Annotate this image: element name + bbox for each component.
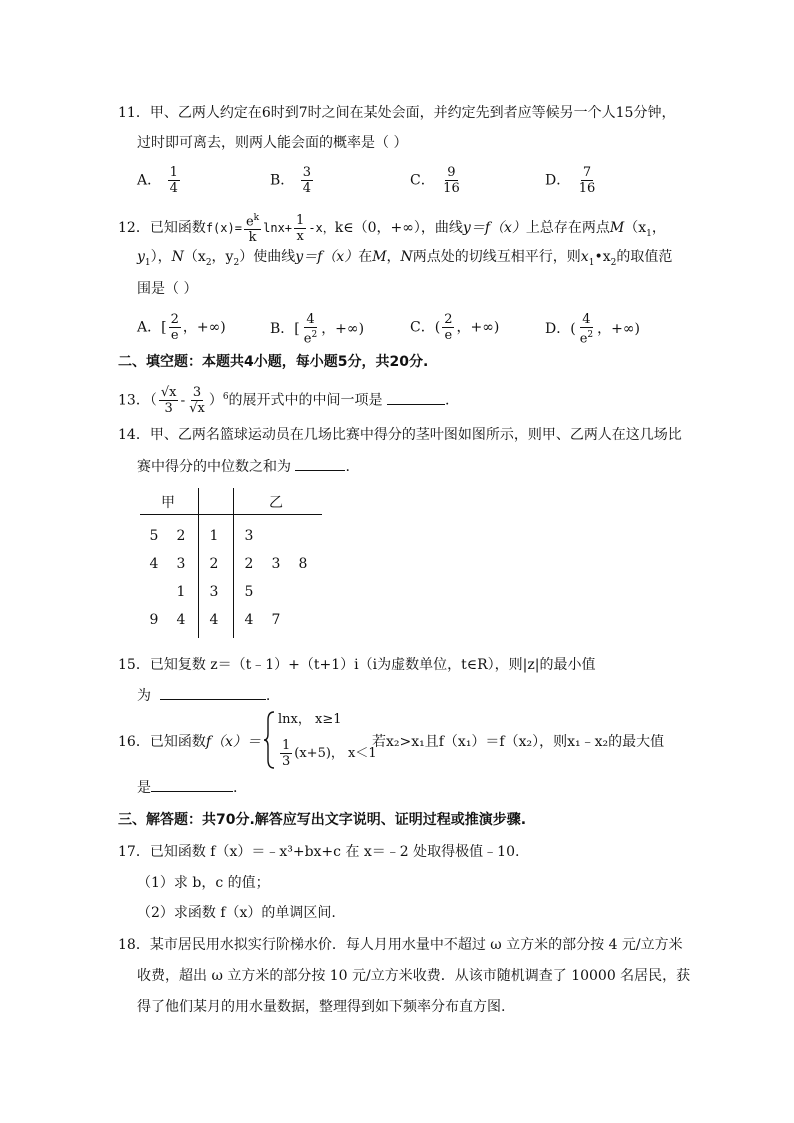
text: 是 [137, 780, 151, 796]
denominator: e [170, 328, 179, 343]
point-m: M [372, 249, 387, 265]
fraction [244, 211, 261, 245]
numerator: 3 [192, 385, 202, 400]
q18-line1: 18．某市居民用水拟实行阶梯水价．每人月用水量中不超过 ω 立方米的部分按 4 元/立方米 [118, 937, 683, 953]
text: 12．已知函数 [118, 220, 206, 237]
point-n: N [400, 249, 413, 265]
numerator: 9 [447, 165, 456, 180]
q16-case1: lnx， x≥1 [278, 712, 342, 727]
text: k∈（0，+∞），曲线 [334, 220, 463, 237]
superscript: 2 [311, 330, 318, 340]
fraction [442, 312, 454, 343]
option-label: B． [270, 172, 295, 189]
numerator: 4 [306, 312, 315, 327]
numerator: √x [160, 385, 177, 400]
text: -x， [308, 221, 335, 236]
leaf-right: 5 [244, 584, 254, 600]
answer-blank[interactable] [160, 685, 266, 700]
q12-line2 [137, 247, 672, 273]
q15-line2 [137, 685, 270, 706]
text: 16．已知函数 [118, 734, 206, 750]
text: e [303, 331, 312, 347]
text: e [579, 331, 588, 347]
denominator: k [248, 230, 257, 246]
fraction [169, 312, 181, 343]
stem-value: 4 [209, 612, 219, 628]
header-right: 乙 [269, 495, 283, 511]
text: ）使曲线 [239, 249, 296, 265]
denominator [302, 328, 319, 346]
leaf-left: 9 [149, 612, 159, 628]
subscript: 1 [646, 228, 652, 239]
numerator: 1 [282, 738, 291, 753]
fraction [294, 213, 306, 244]
superscript: k [253, 213, 260, 223]
denominator: 16 [578, 181, 596, 196]
q15-line1: 15．已知复数 z＝（t﹣1）+（t+1）i（i为虚数单位，t∈R），则|z|的最小值 [118, 657, 596, 673]
text: 为 [137, 688, 151, 704]
q12-line3: 围是（ ） [137, 281, 198, 297]
q14-line2 [137, 456, 350, 477]
text: f(x)= [205, 221, 242, 236]
text: •x [594, 249, 611, 265]
denominator: x [296, 228, 304, 244]
q18-line2: 收费，超出 ω 立方米的部分按 10 元/立方米收费．从该市随机调查了 10000 名居民，获 [137, 968, 691, 984]
q16-line2 [137, 777, 237, 798]
numerator: 2 [170, 312, 179, 327]
text: ） [208, 392, 223, 409]
text: 两点处的切线互相平行，则 [412, 249, 581, 265]
answer-blank[interactable] [295, 456, 345, 471]
numerator: 3 [302, 165, 312, 180]
text: ，y [211, 249, 234, 265]
text: x [580, 249, 589, 265]
q14-line1: 14．甲、乙两名篮球运动员在几场比赛中得分的茎叶图如图所示，则甲、乙两人在这几场比 [118, 427, 682, 443]
denominator: 4 [169, 181, 178, 196]
denominator: √x [189, 401, 205, 416]
numerator: 4 [582, 312, 591, 327]
text: 赛中得分的中位数之和为 [137, 459, 291, 475]
stem-value: 1 [209, 528, 219, 544]
fraction [168, 165, 180, 196]
stem-value: 2 [209, 556, 219, 572]
text: ，+∞) [456, 319, 500, 336]
q11-line2: 过时即可离去，则两人能会面的概率是（ ） [137, 135, 408, 151]
answer-blank[interactable] [151, 777, 233, 792]
subscript: 2 [233, 257, 240, 268]
option-label: D．( [545, 321, 576, 338]
text: ， [386, 249, 401, 265]
subscript: 2 [610, 257, 617, 268]
leaf-right: 8 [298, 556, 308, 572]
q11-option-a [137, 165, 182, 196]
text: 的取值范 [616, 249, 673, 265]
q12-option-a [137, 312, 226, 343]
numerator [244, 211, 261, 230]
leaf-right: 3 [244, 528, 254, 544]
header-left: 甲 [161, 495, 175, 511]
section-heading-answers: 三、解答题：共70分.解答应写出文字说明、证明过程或推演步骤. [118, 812, 527, 828]
text: y [137, 249, 145, 265]
text: 在 [358, 249, 373, 265]
curve: y＝f（x） [462, 220, 526, 237]
subscript: 1 [144, 257, 151, 268]
leaf-right: 7 [271, 612, 281, 628]
fraction [280, 738, 292, 769]
leaf-left: 3 [176, 556, 186, 572]
subscript: 2 [205, 257, 212, 268]
q11-line1: 11．甲、乙两人约定在6时到7时之间在某处会面，并约定先到者应等候另一个人15分钟， [118, 105, 676, 121]
denominator: 16 [443, 181, 460, 196]
subscript: 1 [588, 257, 595, 268]
numerator: 2 [444, 312, 453, 327]
text: ）， [150, 249, 172, 265]
text: （x [183, 249, 206, 265]
fraction [159, 385, 179, 416]
denominator [578, 328, 595, 346]
text: 的展开式中的中间一项是 [228, 392, 383, 409]
q12-line1 [118, 211, 666, 245]
numerator: 7 [582, 165, 592, 180]
leaf-right: 4 [244, 612, 254, 628]
denominator: e [444, 328, 453, 343]
text: 上总存在两点 [525, 220, 610, 237]
leaf-left: 2 [176, 528, 186, 544]
text: . [445, 392, 450, 409]
fraction [302, 312, 319, 346]
superscript: 2 [587, 330, 594, 340]
leaf-left: 1 [176, 584, 186, 600]
q16-case2 [278, 738, 377, 769]
brace-icon [262, 710, 276, 770]
text: f（x）＝ [205, 734, 261, 750]
fraction [441, 165, 462, 196]
text: （x [624, 220, 647, 237]
text: . [233, 780, 238, 796]
stem-value: 3 [209, 584, 219, 600]
denominator: 4 [302, 181, 312, 196]
text: 13．（ [118, 392, 157, 409]
option-label: C．( [410, 319, 441, 336]
q18-line3: 得了他们某月的用水量数据，整理得到如下频率分布直方图. [137, 999, 506, 1015]
q17-sub1: （1）求 b，c 的值； [137, 875, 270, 891]
divider [140, 514, 322, 515]
divider [198, 488, 199, 638]
text: . [345, 459, 350, 475]
option-label: D． [545, 172, 571, 189]
numerator: 1 [296, 212, 305, 228]
superscript: 6 [222, 391, 229, 402]
leaf-left: 4 [149, 556, 159, 572]
text: . [265, 688, 271, 704]
q11-option-c [410, 165, 464, 196]
text: e [245, 214, 254, 230]
point-n: N [171, 249, 184, 265]
fraction [187, 385, 207, 416]
fraction [578, 312, 595, 346]
text: (x+5)， x＜1 [294, 746, 377, 761]
option-label: A．[ [137, 319, 167, 336]
text: ，+∞) [321, 321, 365, 338]
q17-sub2: （2）求函数 f（x）的单调区间. [137, 905, 336, 921]
option-label: B．[ [270, 321, 300, 338]
point-m: M [609, 220, 625, 237]
section-heading-fill-in: 二、填空题：本题共4小题，每小题5分，共20分. [118, 354, 429, 370]
text: lnx+ [263, 221, 293, 236]
denominator: 3 [282, 754, 291, 769]
text: - [180, 392, 186, 409]
text: ， [651, 220, 666, 237]
q12-option-d [545, 312, 640, 346]
q12-option-c [410, 312, 499, 343]
q13-line [118, 385, 449, 416]
text: ，+∞) [597, 321, 640, 338]
text: ，+∞) [182, 319, 226, 336]
fraction [301, 165, 313, 196]
answer-blank[interactable] [387, 390, 445, 405]
q12-option-b [270, 312, 364, 346]
denominator: 3 [164, 401, 173, 416]
q16-rest: 若x₂>x₁且f（x₁）＝f（x₂），则x₁﹣x₂的最大值 [372, 734, 665, 750]
numerator: 1 [169, 165, 178, 180]
option-label: C． [410, 172, 435, 189]
q11-option-b [270, 165, 315, 196]
option-label: A． [137, 172, 162, 189]
leaf-left: 4 [176, 612, 186, 628]
q17-line1: 17．已知函数 f（x）＝﹣x³+bx+c 在 x＝﹣2 处取得极值﹣10. [118, 844, 520, 860]
q11-option-d [545, 165, 599, 196]
divider [233, 488, 234, 638]
leaf-right: 3 [271, 556, 281, 572]
curve: y＝f（x） [295, 249, 359, 265]
leaf-left: 5 [149, 528, 159, 544]
leaf-right: 2 [244, 556, 254, 572]
q16-prefix [118, 732, 261, 752]
fraction [577, 165, 598, 196]
